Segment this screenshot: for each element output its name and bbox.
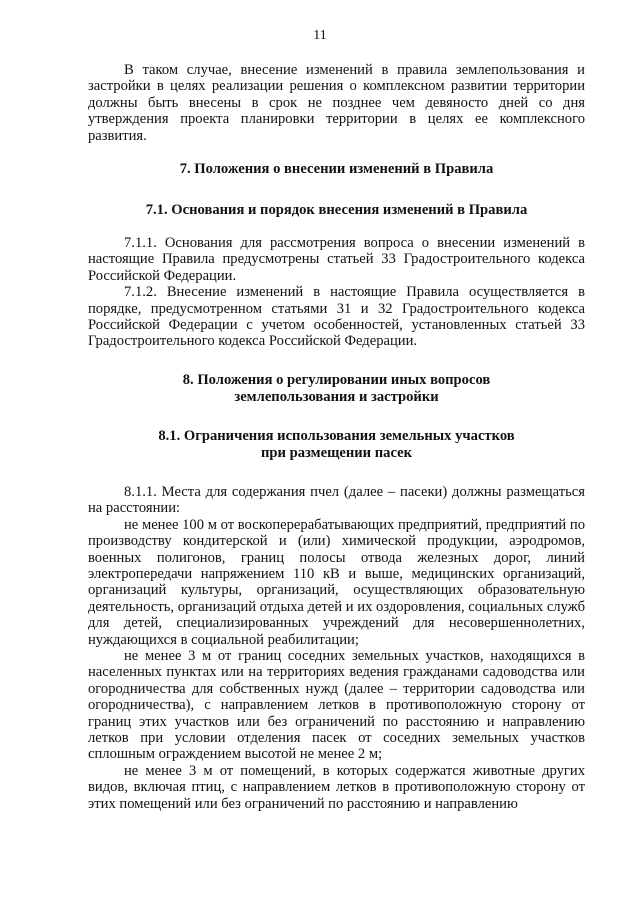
heading-subsection-7-1: 7.1. Основания и порядок внесения изменений в Правила xyxy=(145,202,528,219)
heading-subsection-8-1-line-2: при размещении пасек xyxy=(261,444,412,461)
heading-section-8 xyxy=(88,372,585,406)
spacer xyxy=(88,462,585,484)
paragraph-7-1-1: 7.1.1. Основания для рассмотрения вопроса о внесении изменений в настоящие Правила предусмотрены статьей 33 Градостроительного кодекса Российской Федерации. xyxy=(88,235,585,284)
heading-section-8-line-2: землепользования и застройки xyxy=(234,388,439,405)
spacer xyxy=(88,350,585,372)
paragraph-8-1-1: 8.1.1. Места для содержания пчел (далее – пасеки) должны размещаться на расстоянии: xyxy=(88,483,585,517)
paragraph-8-1-1-item-c: не менее 3 м от помещений, в которых содержатся животные других видов, включая птиц, с направлением летков в противоположную сторону от этих помещений или без ограничений по расстоянию и направлению xyxy=(88,762,585,812)
heading-subsection-8-1 xyxy=(88,428,585,462)
heading-section-8-line-1: 8. Положения о регулировании иных вопросов xyxy=(182,371,491,388)
paragraph-7-1-2: 7.1.2. Внесение изменений в настоящие Правила осуществляется в порядке, предусмотренном статьями 31 и 32 Градостроительного кодекса Российской Федерации с учетом особенностей, установленных статьей 33 Градостроительного кодекса Российской Федерации. xyxy=(88,284,585,350)
spacer xyxy=(88,406,585,428)
page-number: 11 xyxy=(313,28,327,43)
heading-subsection-8-1-line-1: 8.1. Ограничения использования земельных участков xyxy=(158,427,515,444)
spacer xyxy=(88,144,585,161)
document-body xyxy=(88,62,585,812)
paragraph-8-1-1-item-a: не менее 100 м от воскоперерабатывающих предприятий, предприятий по производству кондитерской и (или) химической продукции, аэродромов, военных полигонов, границ полосы отвода железных дорог, линий электропередачи напряжением 110 кВ и выше, медицинских организаций, организаций культуры, организаций, осуществляющих образовательную деятельность, организаций отдыха детей и их оздоровления, социальных служб для детей, специализированных учреждений для несовершеннолетних, нуждающихся в социальной реабилитации; xyxy=(88,516,585,648)
heading-section-7: 7. Положения о внесении изменений в Правила xyxy=(179,161,494,178)
paragraph-8-1-1-item-b: не менее 3 м от границ соседних земельных участков, находящихся в населенных пунктах или на территориях ведения гражданами садоводства или огородничества для собственных нужд (далее – территории садоводства или огородничества), с направлением летков в противоположную сторону от границ этих участков или без ограничений по расстоянию и направлению летков при условии отделения пасек от соседних земельных участков сплошным ограждением высотой не менее 2 м; xyxy=(88,647,585,763)
spacer xyxy=(88,178,585,202)
spacer xyxy=(88,219,585,235)
paragraph-intro: В таком случае, внесение изменений в правила землепользования и застройки в целях реализации решения о комплексном развитии территории должны быть внесены в срок не позднее чем девяносто дней со дня утверждения проекта планировки территории в целях ее комплексного развития. xyxy=(88,62,585,144)
